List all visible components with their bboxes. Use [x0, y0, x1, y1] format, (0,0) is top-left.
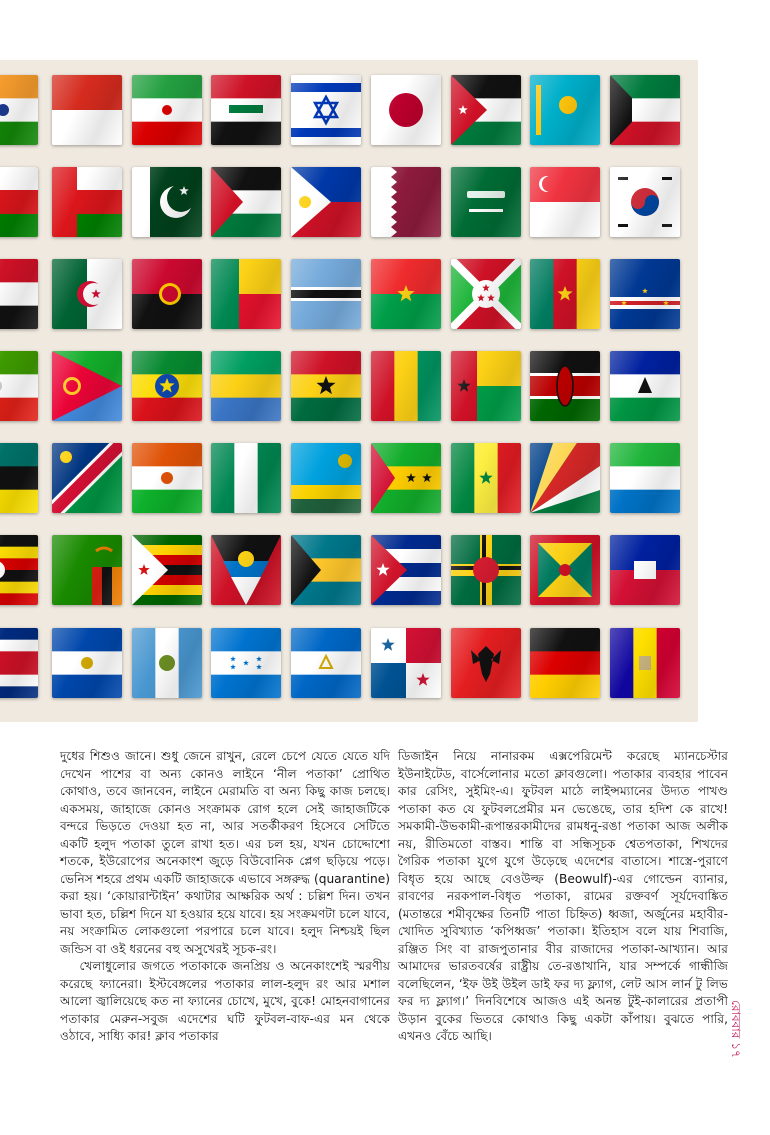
- flag-gabon: [211, 351, 281, 421]
- flag-grenada: [530, 535, 600, 605]
- flag-seychelles: [530, 443, 600, 513]
- flag-germany: [530, 628, 600, 698]
- flag-algeria: [52, 259, 122, 329]
- page-footer: [728, 1000, 748, 1080]
- flag-sao-tome: [371, 443, 441, 513]
- flag-oman: [52, 167, 122, 237]
- flag-honduras: [211, 628, 281, 698]
- flag-senegal: [451, 443, 521, 513]
- flag-nigeria: [211, 443, 281, 513]
- flag-palestine: [211, 167, 281, 237]
- flag-south-korea: [610, 167, 680, 237]
- flag-rwanda: [291, 443, 361, 513]
- flag-angola: [132, 259, 202, 329]
- flag-partial-red-black: [0, 259, 38, 329]
- flag-indonesia: [52, 75, 122, 145]
- flag-equatorial-guinea-partial: [0, 351, 38, 421]
- flag-cameroon: [530, 259, 600, 329]
- flag-andorra: [610, 628, 680, 698]
- flag-mozambique-partial: [0, 443, 38, 513]
- flag-burkina-faso: [371, 259, 441, 329]
- flag-kenya: [530, 351, 600, 421]
- flag-guinea: [371, 351, 441, 421]
- flag-guatemala: [132, 628, 202, 698]
- flag-japan: [371, 75, 441, 145]
- flag-ethiopia: [132, 351, 202, 421]
- flag-israel: [291, 75, 361, 145]
- article-paragraph: দুধের শিশুও জানে। শুধু জেনে রাখুন, রেলে চেপে যেতে যেতে যদি দেখেন পাশের বা অন্য কোনও লাইনে ‘নীল পতাকা’ প্রোথিত কোথাও, তবে জানবেন, লাইনে মেরামতি বা অন্য কিছু কাজ চলছে। একসময়, জাহাজে কোনও সংক্রামক রোগ হলে সেই জাহাজটিকে বন্দরে ভিড়তে দেওয়া হত না, আর সতর্কীকরণ হিসেবে সেটিতে একটি হলুদ পতাকা তুলে রাখা হত। এর চল হয়, যখন চোদ্দোশো শতকে, ইউরোপের অনেকাংশ জুড়ে বিউবোনিক প্লেগ ছড়িয়ে পড়ে। ভেনিস শহরে প্রথম একটি জাহাজকে এভাবে সঙ্গরুদ্ধ (quarantine) করা হয়। ‘কোয়ারান্টাইন’ কথাটার আক্ষরিক অর্থ : চল্লিশ দিন। তখন ভাবা হত, চল্লিশ দিনে যা হওয়ার হয়ে যাবে। হয় সংক্রমণটা চলে যাবে, নয় সংক্রামিত লোকগুলো পরপারে চলে যাবে। হলুদ নিশ্চয়ই ছিল জন্ডিস বা ওই ধরনের বহু অসুখেরই সূচক-রং।: [60, 749, 390, 956]
- flag-eritrea: [52, 351, 122, 421]
- flag-lesotho: [610, 351, 680, 421]
- flag-burundi: [451, 259, 521, 329]
- flag-albania: [451, 628, 521, 698]
- flag-philippines: [291, 167, 361, 237]
- flag-zambia: [52, 535, 122, 605]
- flag-iraq: [211, 75, 281, 145]
- flag-el-salvador: [52, 628, 122, 698]
- flag-nicaragua: [291, 628, 361, 698]
- article-paragraph: খেলাধুলোর জগতে পতাকাকে জনপ্রিয় ও অনেকাংশেই স্মরণীয় করেছে ফ্যানেরা। ইস্টবেঙ্গলের পতাকার লাল-হলুদ রং আর মশাল আলো জ্বালিয়েছে কত না ফ্যানের চোখে, মুখে, বুকে! মোহনবাগানের পতাকার মেরুন-সবুজ এদেশের ঘটি ফুটবল-বাফ-এর মন থেকে ওঠাবে, সাধ্যি কার! ক্লাব পতাকার: [60, 959, 390, 1043]
- article-column-left: [60, 748, 390, 1046]
- flag-pakistan: [132, 167, 202, 237]
- flag-cape-verde: [610, 259, 680, 329]
- flag-kuwait: [610, 75, 680, 145]
- page-label: রোববার ১৭: [729, 1000, 743, 1058]
- flag-botswana: [291, 259, 361, 329]
- flag-uganda-partial: [0, 535, 38, 605]
- article-paragraph: ডিজাইন নিয়ে নানারকম এক্সপেরিমেন্ট করেছে ম্যানচেস্টার ইউনাইটেড, বার্সেলোনার মতো ক্লাবগুলো। পতাকার ব্যবহার পাবেন কার রেসিং, সুইমিং-এ। ফুটবল মাঠে লাইন্সম্যানের উদ্যত পাখণ্ড পতাকা কত যে ফুটবলপ্রেমীর মন ভেঙেছে, তার হদিশ কে রাখে! সমকামী-উভকামী-রূপান্তরকামীদের রামধনু-রঙা পতাকা আজ অলীক নয়, রীতিমতো বাস্তব। শান্তি বা সন্ধিসূচক শ্বেতপতাকা, শিখদের গৈরিক পতাকা যুগে যুগে উড়েছে এদেশের বাতাসে। শাস্ত্রে-পুরাণে বিধৃত হয়ে আছে বেওউল্ফ (Beowulf)-এর গোল্ডেন ব্যানার, রাবণের নরকপাল-বিধৃত পতাকা, রামের রক্তবর্ণ সূর্যদেবাঙ্কিত (মতান্তরে শমীবৃক্ষের তিনটি পাতা চিহ্নিত) ধ্বজা, অর্জুনের মহাবীর-খোদিত সুবিখ্যাত ‘কপিধ্বজ’ পতাকা। ইতিহাস বলে যায় শিবাজি, রঞ্জিত সিং বা রাজপুতানার বীর রাজাদের পতাকা-আখ্যান। আর আমাদের ভারতবর্ষের রাষ্ট্রীয় তে-রঙাখানি, যার সম্পর্কে গান্ধীজি বলেছিলেন, ‘ইফ উই উইল ডাই ফর দ্য ফ্ল্যাগ, লেট আস লার্ন টু লিভ ফর দ্য ফ্ল্যাগ।’ দিনবিশেষে আজও এই অনন্ত টুই-কালারের প্রতাপী উড়ান বুকের ভিতরে কোথাও কিছু একটা কাঁপায়। বুঝতে পারি, এখনও বেঁচে আছি।: [398, 749, 728, 1043]
- flag-kazakhstan: [530, 75, 600, 145]
- flag-india-partial: [0, 75, 38, 145]
- flag-sierra-leone: [610, 443, 680, 513]
- flag-niger: [132, 443, 202, 513]
- flag-singapore: [530, 167, 600, 237]
- flag-benin: [211, 259, 281, 329]
- flag-qatar: [371, 167, 441, 237]
- flags-figure: [0, 60, 698, 722]
- flag-namibia: [52, 443, 122, 513]
- flag-antigua-barbuda: [211, 535, 281, 605]
- flag-saudi-arabia: [451, 167, 521, 237]
- flag-bahamas: [291, 535, 361, 605]
- flag-haiti: [610, 535, 680, 605]
- flag-panama: [371, 628, 441, 698]
- flag-dominica: [451, 535, 521, 605]
- flag-ghana: [291, 351, 361, 421]
- flag-guinea-bissau: [451, 351, 521, 421]
- flag-jordan: [451, 75, 521, 145]
- flag-costa-rica-partial: [0, 628, 38, 698]
- flag-cuba: [371, 535, 441, 605]
- flag-iran: [132, 75, 202, 145]
- flag-oman-partial: [0, 167, 38, 237]
- flag-zimbabwe: [132, 535, 202, 605]
- article-column-right: [398, 748, 728, 1046]
